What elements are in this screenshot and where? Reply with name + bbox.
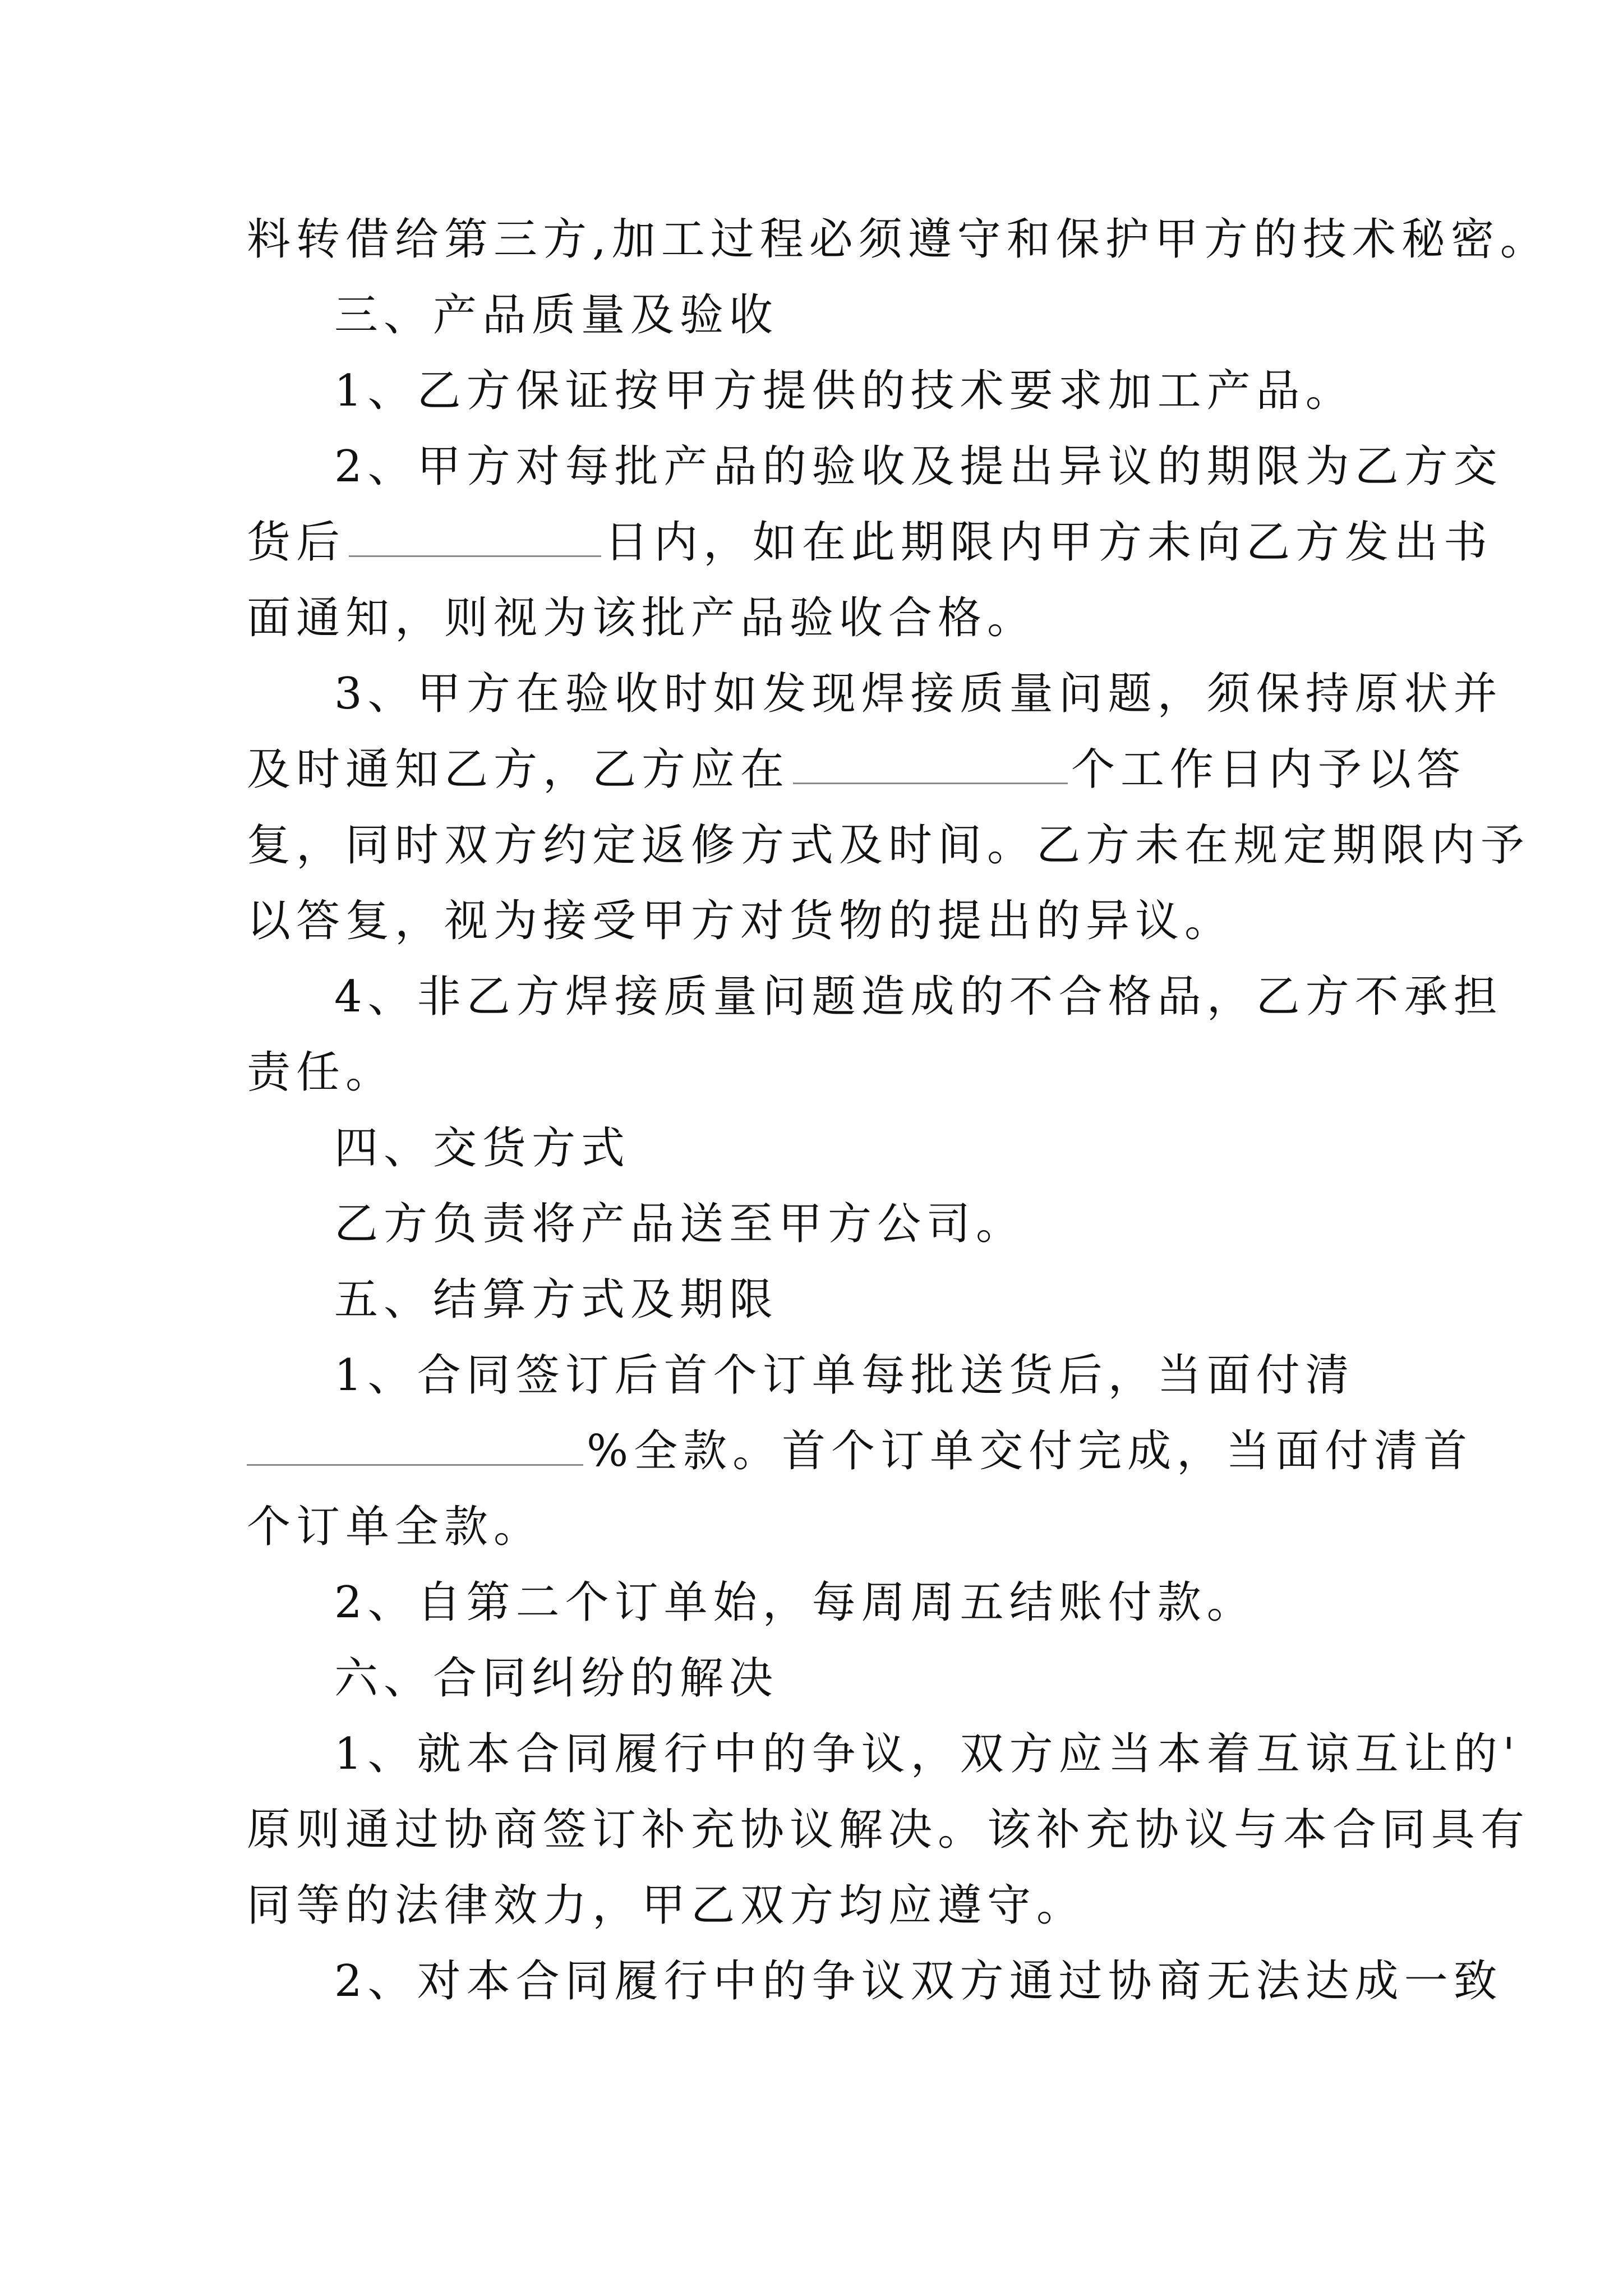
line-text: 日内，如在此期限内甲方未向乙方发出书 xyxy=(605,517,1493,568)
paragraph-line: 2、甲方对每批产品的验收及提出异议的期限为乙方交 xyxy=(334,441,1503,492)
paragraph-line xyxy=(247,505,1493,581)
paragraph-line: 同等的法律效力，甲乙双方均应遵守。 xyxy=(247,1880,1086,1931)
paragraph-line: 面通知，则视为该批产品验收合格。 xyxy=(247,593,1037,643)
paragraph-line: 原则通过协商签订补充协议解决。该补充协议与本合同具有 xyxy=(247,1805,1530,1855)
paragraph-line: 4、非乙方焊接质量问题造成的不合格品，乙方不承担 xyxy=(334,972,1503,1022)
line-text: 个工作日内予以答 xyxy=(1071,744,1467,795)
paragraph-line: 以答复，视为接受甲方对货物的提出的异议。 xyxy=(247,896,1234,946)
fill-in-blank[interactable] xyxy=(349,512,601,557)
section-heading: 四、交货方式 xyxy=(334,1123,631,1174)
section-heading: 六、合同纠纷的解决 xyxy=(334,1653,779,1704)
paragraph-line: 1、合同签订后首个订单每批送货后，当面付清 xyxy=(334,1350,1355,1401)
line-text: %全款。首个订单交付完成，当面付清首 xyxy=(587,1426,1473,1476)
paragraph-line: 1、就本合同履行中的争议，双方应当本着互谅互让的' xyxy=(334,1729,1521,1779)
fill-in-blank[interactable] xyxy=(793,739,1068,784)
section-heading: 三、产品质量及验收 xyxy=(334,290,779,341)
paragraph-line: 复，同时双方约定返修方式及时间。乙方未在规定期限内予 xyxy=(247,820,1530,871)
paragraph-line xyxy=(247,732,1467,808)
paragraph-line: 3、甲方在验收时如发现焊接质量问题，须保持原状并 xyxy=(334,669,1503,719)
paragraph-line xyxy=(247,1414,1473,1489)
paragraph-line: 料转借给第三方,加工过程必须遵守和保护甲方的技术秘密。 xyxy=(247,214,1550,265)
paragraph-line: 乙方负责将产品送至甲方公司。 xyxy=(334,1199,1026,1249)
line-text: 货后 xyxy=(247,517,346,568)
paragraph-line: 1、乙方保证按甲方提供的技术要求加工产品。 xyxy=(334,366,1355,416)
fill-in-blank[interactable] xyxy=(247,1420,583,1466)
paragraph-line: 责任。 xyxy=(247,1047,395,1098)
section-heading: 五、结算方式及期限 xyxy=(334,1274,779,1325)
line-text: 及时通知乙方，乙方应在 xyxy=(247,744,790,795)
paragraph-line: 个订单全款。 xyxy=(247,1502,543,1552)
paragraph-line: 2、对本合同履行中的争议双方通过协商无法达成一致 xyxy=(334,1956,1503,2007)
contract-body xyxy=(247,202,1550,2019)
paragraph-line: 2、自第二个订单始，每周周五结账付款。 xyxy=(334,1577,1256,1628)
